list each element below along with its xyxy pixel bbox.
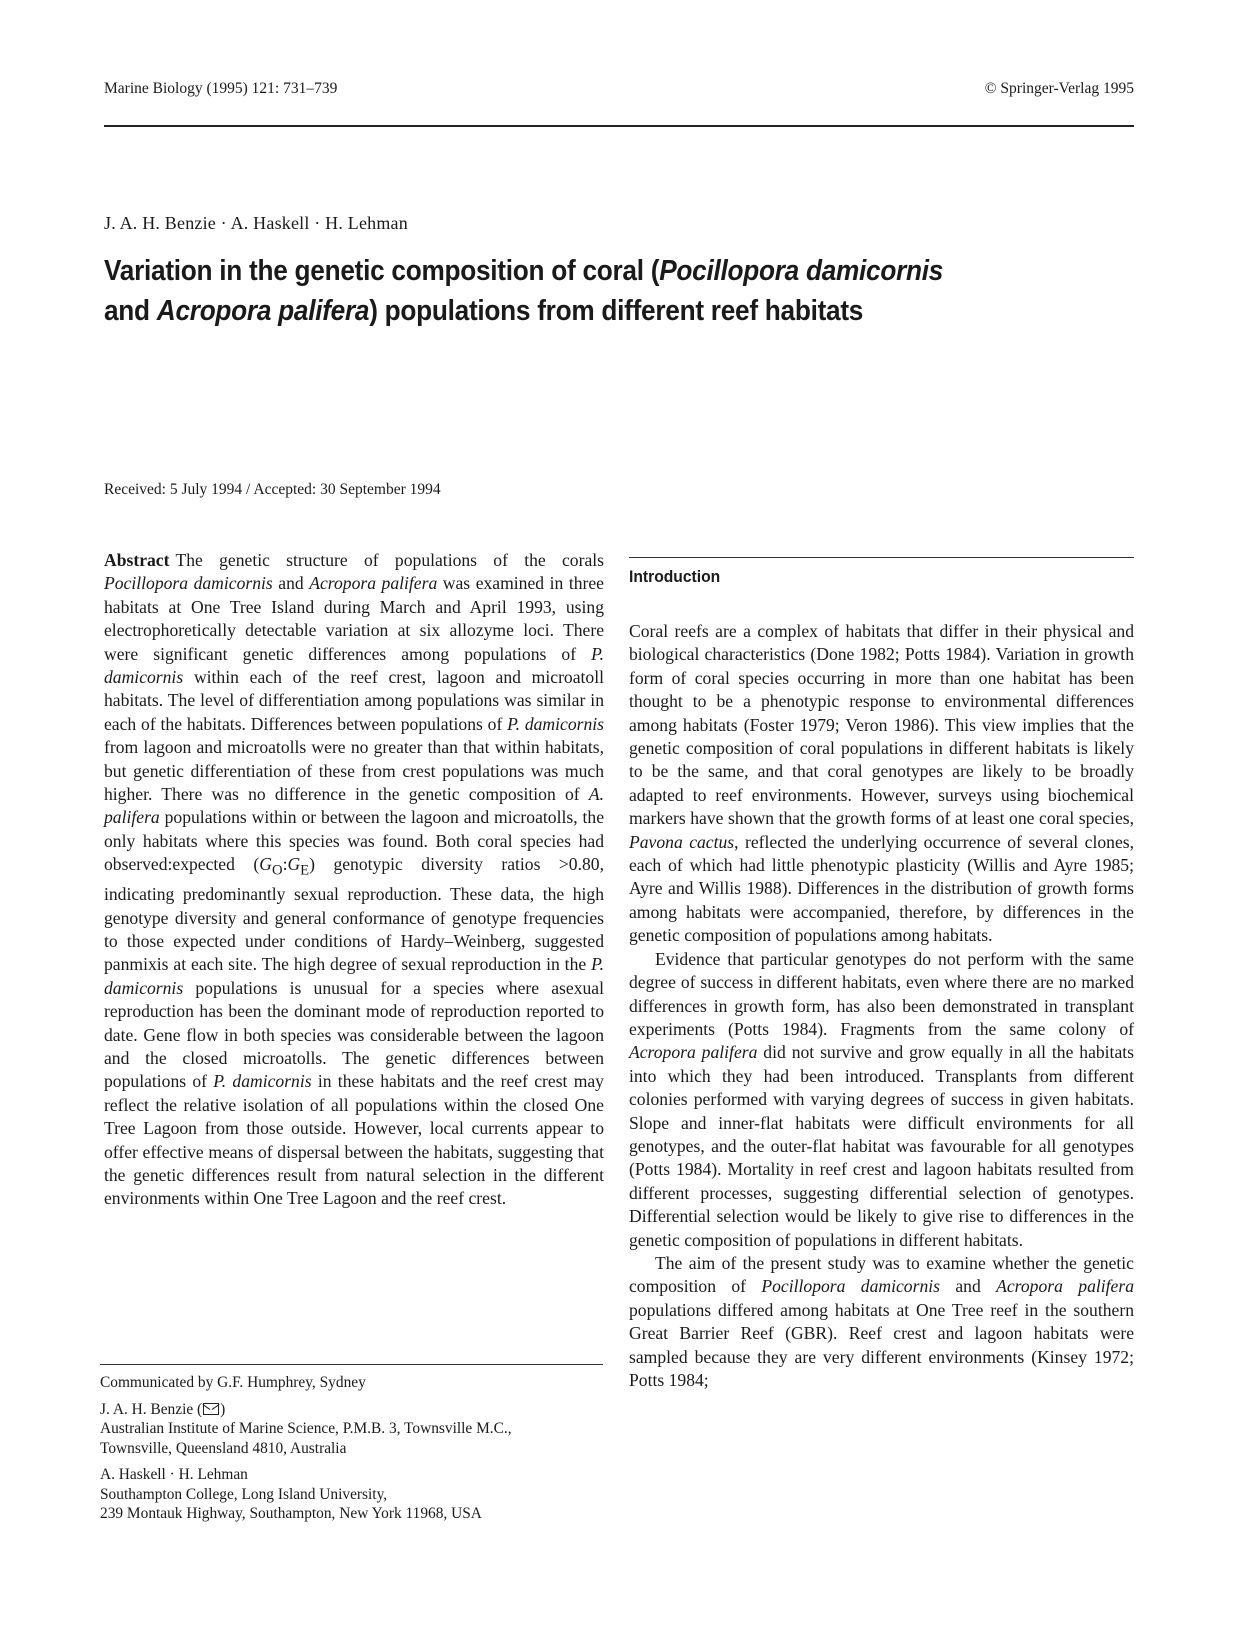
abstract: [104, 549, 604, 1211]
author-address-benzie: J. A. H. Benzie ( ) Australian Institute of Marine Science, P.M.B. 3, Townsville M.C., Townsville, Queensland 4810, Australia: [100, 1400, 512, 1457]
communicated-by: Communicated by G.F. Humphrey, Sydney: [100, 1374, 366, 1391]
journal-reference: Marine Biology (1995) 121: 731–739: [104, 80, 338, 97]
title-line-1: Variation in the genetic composition of coral (Pocillopora damicornis: [104, 255, 944, 287]
envelope-icon: [203, 1403, 219, 1415]
author-list: J. A. H. Benzie · A. Haskell · H. Lehman: [104, 213, 408, 233]
title-species: Pocillopora damicornis: [659, 255, 944, 287]
intro-paragraph-1: Coral reefs are a complex of habitats that differ in their physical and biological characteristics (Done 1982; Potts 1984). Variation in growth form of coral species occurring in more than one habitat has been thought to be a phenotypic response to environmental differences among habitats (Foster 1979; Veron 1986). This view implies that the genetic composition of coral populations in different habitats is likely to be the same, and that coral genotypes are likely to be broadly adapted to reef environments. However, surveys using biochemical markers have shown that the growth forms of at least one coral species, Pavona cactus, reflected the underlying occurrence of several clones, each of which had little phenotypic plasticity (Willis and Ayre 1985; Ayre and Willis 1988). Differences in the distribution of growth forms among habitats were accompanied, therefore, by differences in the genetic composition of populations among habitats.: [629, 621, 1134, 946]
copyright-notice: © Springer-Verlag 1995: [984, 80, 1134, 97]
author-address-haskell-lehman: A. Haskell · H. Lehman Southampton College, Long Island University, 239 Montauk Highway, Southampton, New York 11968, USA: [100, 1466, 482, 1522]
abstract-paragraph: Abstract The genetic structure of populations of the corals Pocillopora damicornis and Acropora palifera was examined in three habitats at One Tree Island during March and April 1993, using electrophoretically detectable variation at six allozyme loci. There were significant genetic differences among populations of P. damicornis within each of the reef crest, lagoon and microatoll habitats. The level of differentiation among populations was similar in each of the habitats. Differences between populations of P. damicornis from lagoon and microatolls were no greater than that within habitats, but genetic differentiation of these from crest populations was much higher. There was no difference in the genetic composition of A. palifera populations within or between the lagoon and microatolls, the only habitats where this species was found. Both coral species had observed:expected $(G_O:G_E)$ genotypic diversity ratios >0.80, indicating predominantly sexual reproduction. These data, the high genotype diversity and general conformance of genotype frequencies to those expected under conditions of Hardy–Weinberg, suggested panmixis at each site. The high degree of sexual reproduction in the P. damicornis populations is unusual for a species where asexual reproduction has been the dominant mode of reproduction reported to date. Gene flow in both species was considerable between the lagoon and the closed microatolls. The genetic differences between populations of P. damicornis in these habitats and the reef crest may reflect the relative isolation of all populations within the closed One Tree Lagoon from those outside. However, local currents appear to offer effective means of dispersal between the habitats, suggesting that the genetic differences result from natural selection in the different environments within One Tree Lagoon and the reef crest.: [104, 550, 604, 1209]
title-species: Acropora palifera: [156, 295, 370, 327]
article-title: [104, 251, 1061, 331]
footnotes: [100, 1373, 620, 1531]
running-header: [104, 80, 1134, 102]
intro-paragraph-2: Evidence that particular genotypes do not perform with the same degree of success in different habitats, even where there are no marked differences in growth form, has also been demonstrated in transplant experiments (Potts 1984). Fragments from the same colony of Acropora palifera did not survive and grow equally in all the habitats into which they had been introduced. Transplants from different colonies performed with varying degrees of success in given habitats. Slope and inner-flat habitats were difficult environments for all genotypes, and the outer-flat habitat was favourable for all genotypes (Potts 1984). Mortality in reef crest and lagoon habitats resulted from different processes, suggesting differential selection of genotypes. Differential selection would be likely to give rise to differences in the genetic composition of populations in different habitats.: [629, 948, 1134, 1250]
introduction-heading: Introduction: [629, 567, 721, 586]
intro-paragraph-3: The aim of the present study was to examine whether the genetic composition of Pocillopora damicornis and Acropora palifera populations differed among habitats at One Tree reef in the southern Great Barrier Reef (GBR). Reef crest and lagoon habitats were sampled because they are very different environments (Kinsey 1972; Potts 1984;: [629, 1252, 1134, 1390]
abstract-heading: Abstract: [104, 550, 170, 570]
introduction-body: [629, 620, 1134, 1392]
received-dates: Received: 5 July 1994 / Accepted: 30 September 1994: [104, 481, 441, 498]
footnote-rule: [100, 1364, 603, 1365]
title-line-2: and Acropora palifera) populations from different reef habitats: [104, 295, 864, 327]
section-rule: [629, 557, 1134, 558]
header-rule: [104, 125, 1134, 127]
